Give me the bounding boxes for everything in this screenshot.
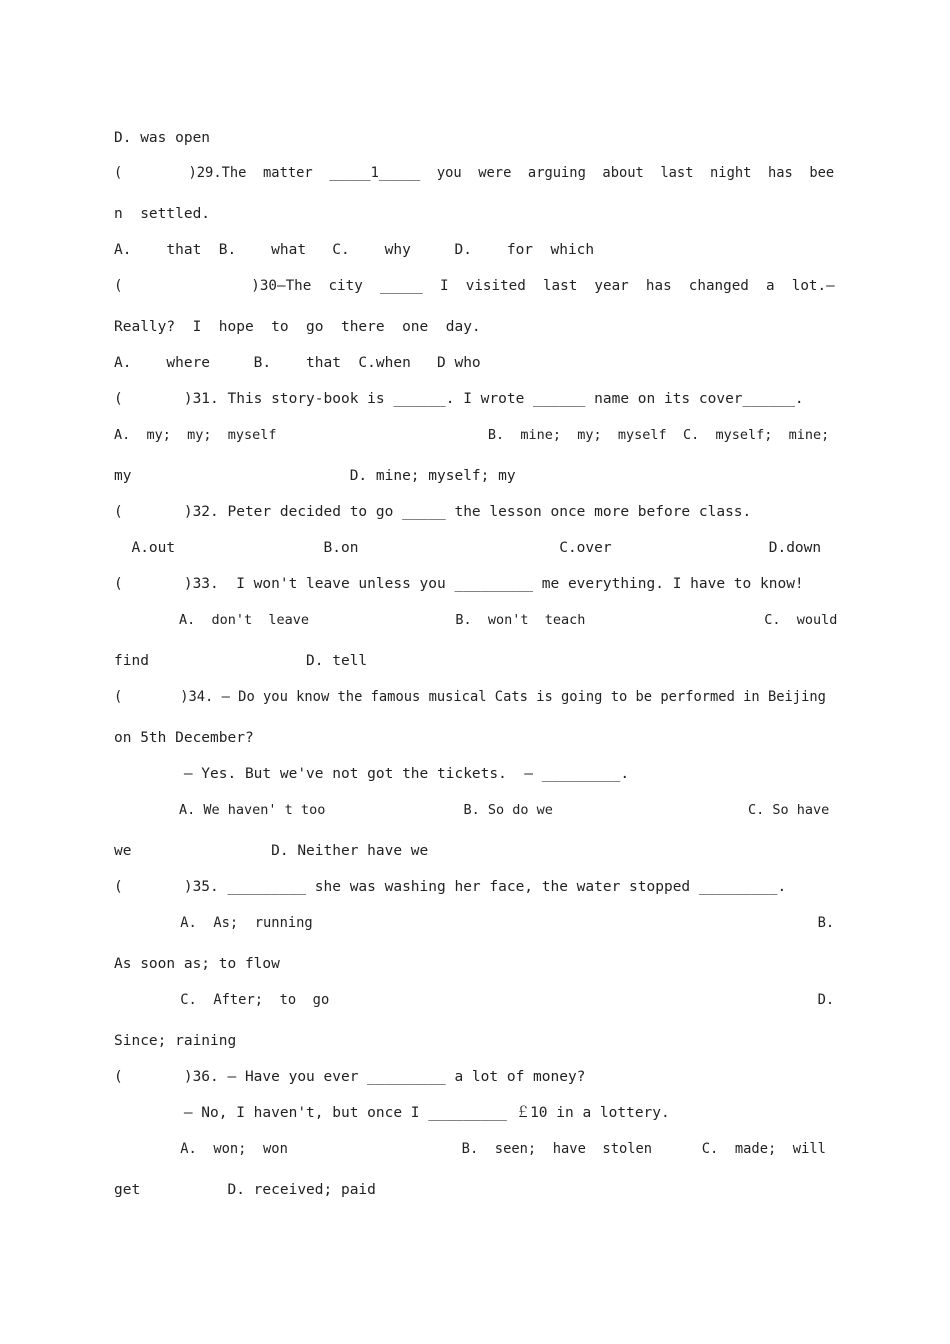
text-line: — Yes. But we've not got the tickets. — _________. — [114, 766, 630, 782]
options-34: A. We haven' t too B. So do we C. So have — [114, 802, 830, 818]
question-30: ( )30—The city _____ I visited last year has changed a lot.— — [114, 278, 835, 294]
question-34: ( )34. — Do you know the famous musical Cats is going to be performed in Beijing — [114, 689, 826, 705]
text-line: we D. Neither have we — [114, 843, 429, 859]
text-line: D. was open — [114, 130, 211, 146]
options-29: A. that B. what C. why D. for which — [114, 242, 595, 258]
text-line: get D. received; paid — [114, 1182, 376, 1198]
text-line: n settled. — [114, 206, 211, 222]
options-30: A. where B. that C.when D who — [114, 355, 481, 371]
question-35: ( )35. _________ she was washing her face, the water stopped _________. — [114, 879, 787, 895]
text-line: C. After; to go D. — [114, 992, 835, 1008]
question-36: ( )36. — Have you ever _________ a lot of money? — [114, 1069, 586, 1085]
question-31: ( )31. This story-book is ______. I wrote ______ name on its cover______. — [114, 391, 804, 407]
options-31: A. my; my; myself B. mine; my; myself C. myself; mine; — [114, 427, 830, 443]
options-33: A. don't leave B. won't teach C. would — [114, 612, 838, 628]
options-36: A. won; won B. seen; have stolen C. made; will — [114, 1141, 826, 1157]
question-33: ( )33. I won't leave unless you _________ me everything. I have to know! — [114, 576, 804, 592]
text-line: on 5th December? — [114, 730, 254, 746]
question-32: ( )32. Peter decided to go _____ the lesson once more before class. — [114, 504, 752, 520]
options-35: A. As; running B. — [114, 915, 835, 931]
text-line: find D. tell — [114, 653, 368, 669]
text-line: Really? I hope to go there one day. — [114, 319, 481, 335]
options-32: A.out B.on C.over D.down — [114, 540, 822, 556]
question-29: ( )29.The matter _____1_____ you were arguing about last night has bee — [114, 165, 835, 181]
text-line: my D. mine; myself; my — [114, 468, 516, 484]
text-line: — No, I haven't, but once I _________ ￡10 in a lottery. — [114, 1105, 670, 1121]
text-line: As soon as; to flow — [114, 956, 280, 972]
text-line: Since; raining — [114, 1033, 237, 1049]
